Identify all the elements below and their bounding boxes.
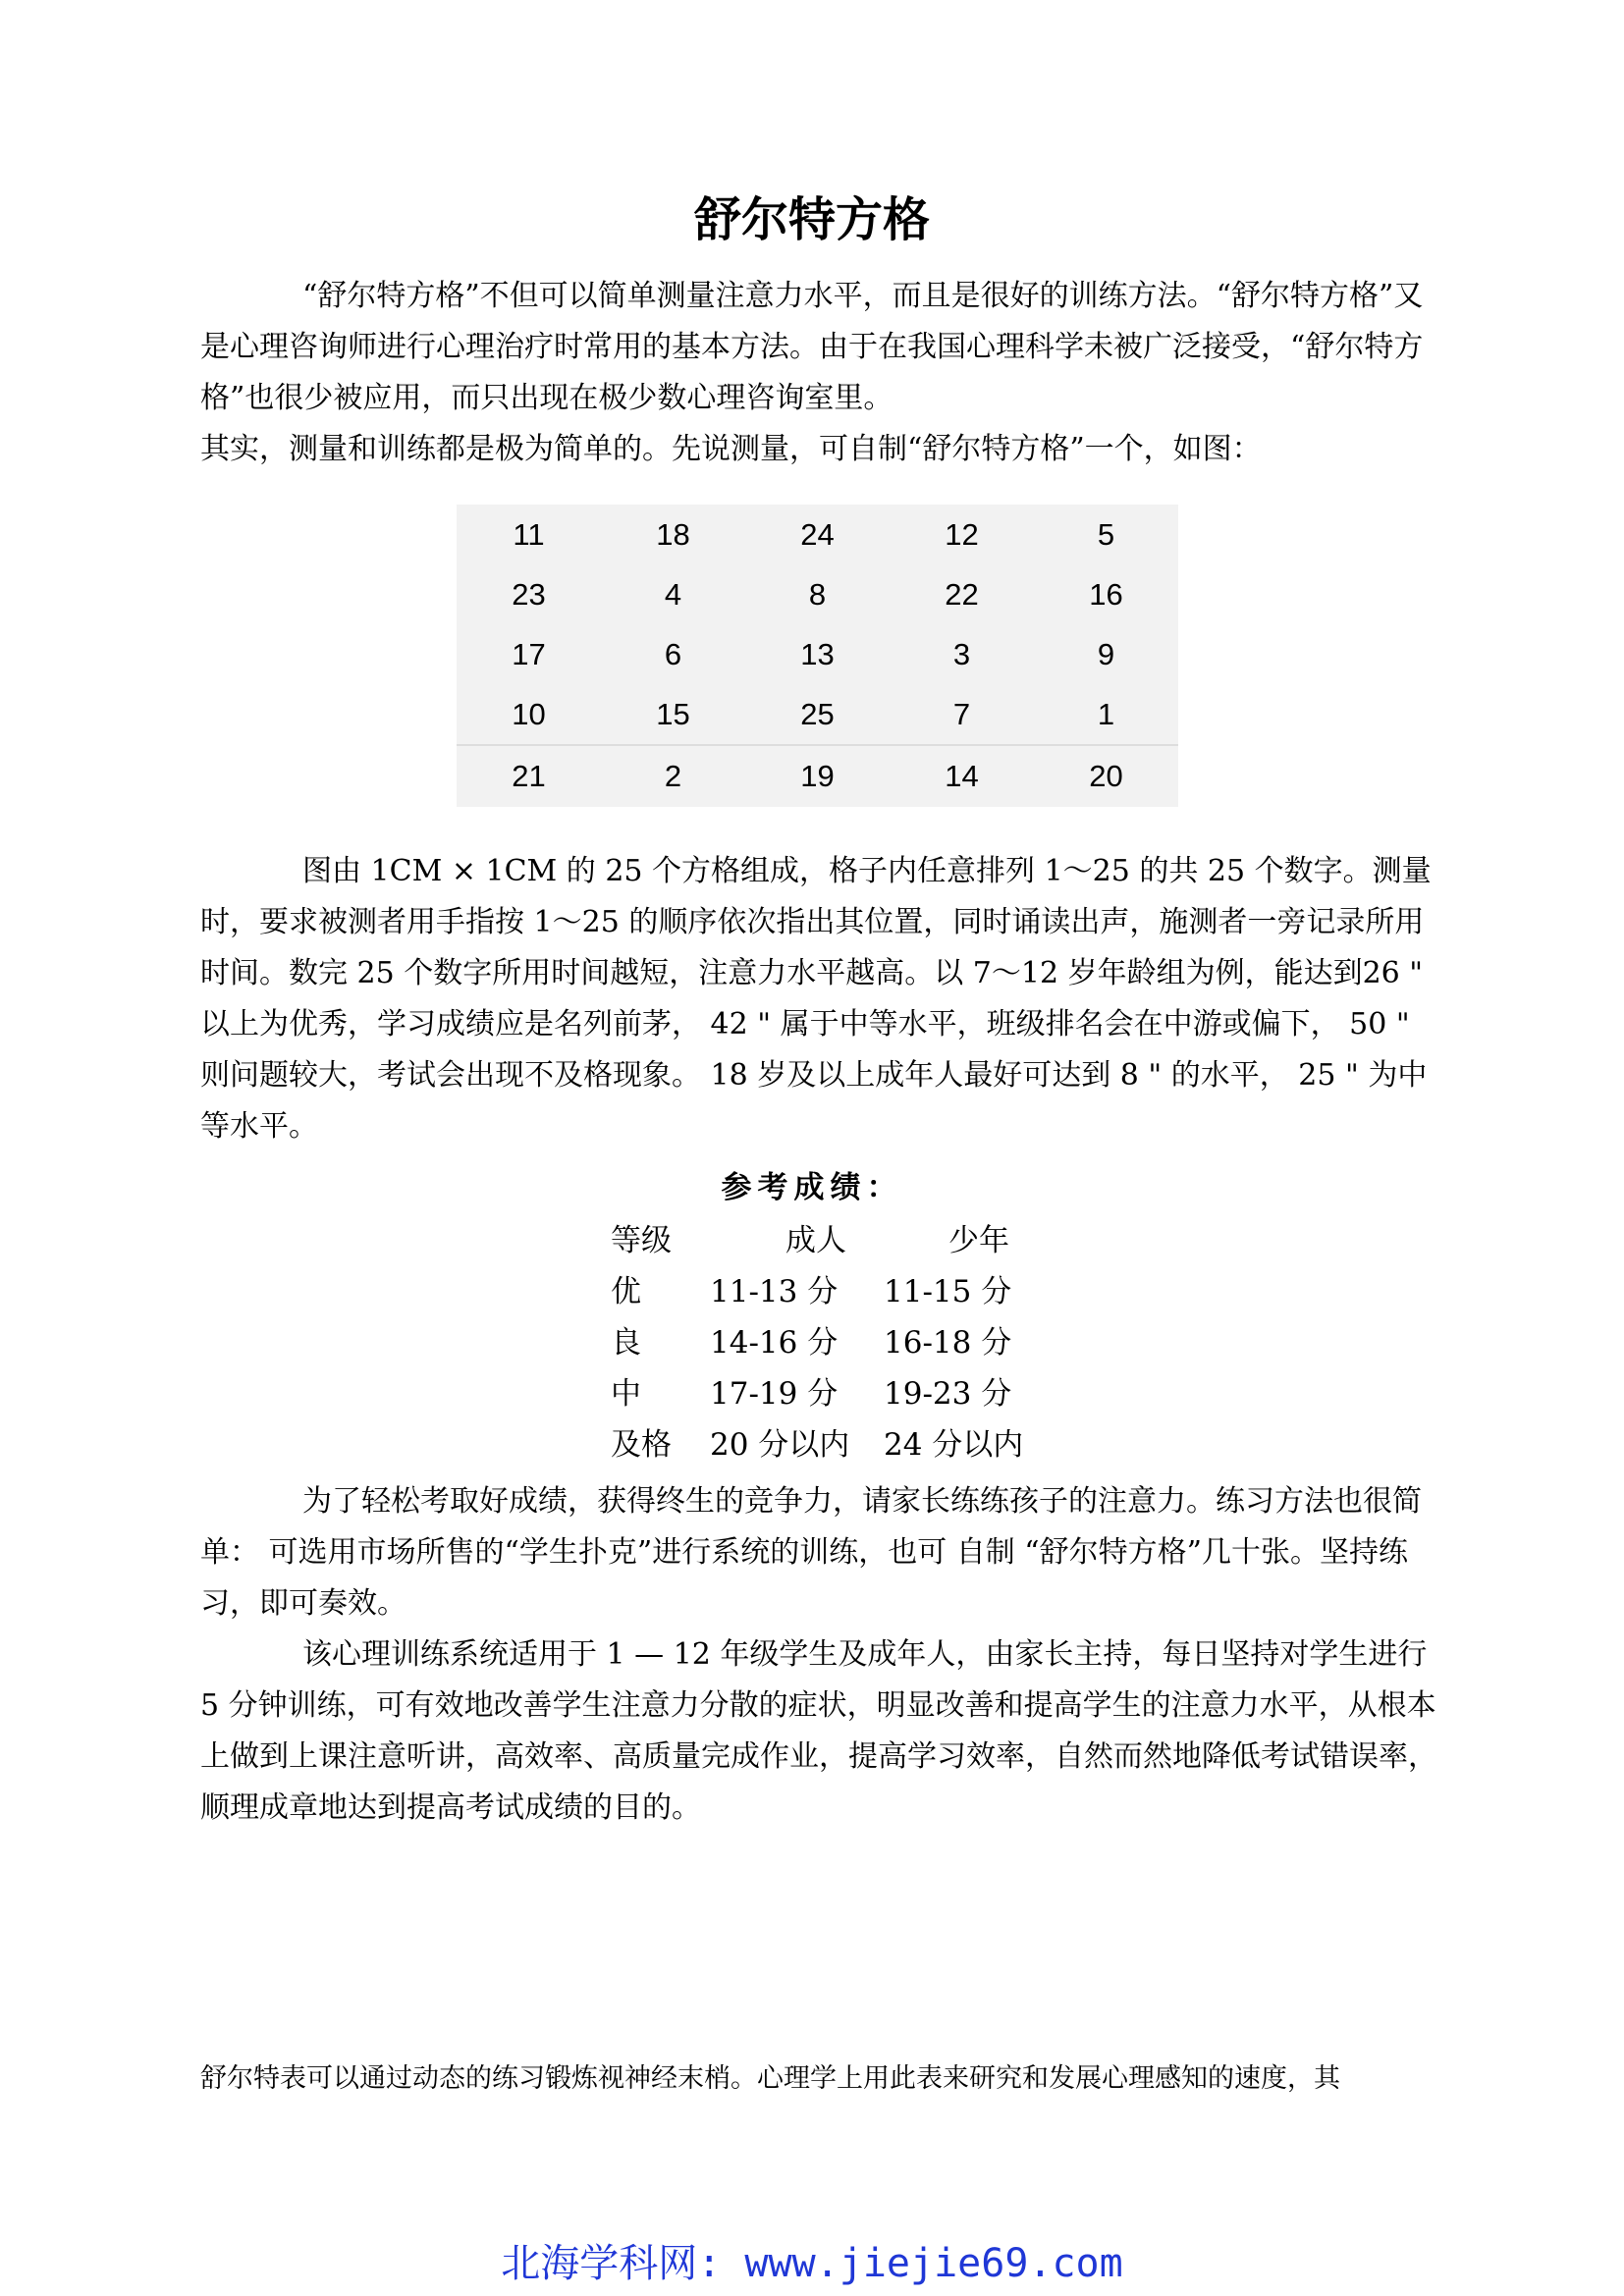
grid-cell: 24 (800, 516, 835, 552)
intro-section (200, 271, 1437, 475)
adult-score: 17-19 分 (710, 1376, 839, 1412)
grid-cell: 13 (800, 636, 835, 671)
grid-cell: 25 (800, 696, 835, 731)
grid-cell: 11 (513, 516, 545, 552)
reference-header: 等级 (611, 1223, 672, 1258)
grid-cell: 10 (512, 696, 546, 731)
reference-header: 成人 (785, 1223, 846, 1258)
practice-paragraph: 为了轻松考取好成绩，获得终生的竞争力，请家长练练孩子的注意力。练习方法也很简单： 可选用市场所售的“学生扑克”进行系统的训练，也可 自制 “舒尔特方格”几十张。坚持练习，即可奏效。 (200, 1484, 1422, 1621)
grid-cell: 16 (1089, 576, 1123, 612)
reference-row (0, 1419, 1624, 1470)
intro-paragraph-2: 其实，测量和训练都是极为简单的。先说测量，可自制“舒尔特方格”一个，如图： (200, 432, 1262, 466)
grade-label: 良 (611, 1325, 641, 1361)
explanation-paragraph: 图由 1CM × 1CM 的 25 个方格组成，格子内任意排列 1～25 的共 25 个数字。测量时，要求被测者用手指按 1～25 的顺序依次指出其位置，同时诵读出声，施测者一旁记录所用时间。数完 25 个数字所用时间越短，注意力水平越高。以 7～12 岁年龄组为例，能达到26 " 以上为优秀，学习成绩应是名列前茅， 42 " 属于中等水平，班级排名会在中游或偏下， 50 " 则问题较大，考试会出现不及格现象。 18 岁及以上成年人最好可达到 8 " 的水平， 25 " 为中等水平。 (200, 854, 1432, 1144)
practice-section (200, 1476, 1437, 1834)
youth-score: 19-23 分 (884, 1376, 1012, 1412)
adult-score: 14-16 分 (710, 1325, 839, 1361)
grid-cell: 22 (945, 576, 979, 612)
grade-label: 优 (611, 1274, 641, 1309)
reference-header: 少年 (948, 1223, 1009, 1258)
reference-header-row (0, 1215, 1624, 1266)
youth-score: 11-15 分 (884, 1274, 1012, 1309)
grid-row (457, 505, 1178, 564)
page-title: 舒尔特方格 (693, 192, 930, 247)
reference-row (0, 1317, 1624, 1368)
adult-score: 20 分以内 (710, 1427, 850, 1463)
grid-cell: 2 (601, 745, 745, 807)
adult-score: 11-13 分 (710, 1274, 839, 1309)
reference-row (0, 1266, 1624, 1317)
youth-score: 24 分以内 (884, 1427, 1024, 1463)
youth-score: 16-18 分 (884, 1325, 1012, 1361)
grid-cell: 12 (945, 516, 979, 552)
system-paragraph: 该心理训练系统适用于 1 — 12 年级学生及成年人，由家长主持，每日坚持对学生进行 5 分钟训练，可有效地改善学生注意力分散的症状，明显改善和提高学生的注意力水平，从根本上做到上课注意听讲，高效率、高质量完成作业，提高学习效率，自然而然地降低考试错误率，顺理成章地达到提高考试成绩的目的。 (200, 1637, 1437, 1825)
grid-row (457, 684, 1178, 745)
grid-row (457, 745, 1178, 807)
grid-cell: 1 (1097, 696, 1115, 731)
grid-cell: 18 (656, 516, 690, 552)
grid-row (457, 564, 1178, 624)
grid-cell: 14 (890, 745, 1034, 807)
reference-row (0, 1368, 1624, 1419)
grid-cell: 4 (664, 576, 682, 612)
bottom-note: 舒尔特表可以通过动态的练习锻炼视神经末梢。心理学上用此表来研究和发展心理感知的速度，其 (200, 2063, 1340, 2094)
grid-cell: 6 (664, 636, 682, 671)
grid-cell: 19 (745, 745, 890, 807)
intro-paragraph-1: “舒尔特方格”不但可以简单测量注意力水平，而且是很好的训练方法。“舒尔特方格”又是心理咨询师进行心理治疗时常用的基本方法。由于在我国心理科学未被广泛接受，“舒尔特方格”也很少被应用，而只出现在极少数心理咨询室里。 (200, 279, 1424, 415)
grid-cell: 7 (952, 696, 971, 731)
grid-cell: 17 (512, 636, 546, 671)
explanation-section (200, 846, 1437, 1152)
grid-cell: 23 (512, 576, 546, 612)
grid-cell: 5 (1097, 516, 1115, 552)
schulte-grid (457, 505, 1178, 807)
reference-title: 参考成绩： (721, 1170, 903, 1205)
grade-label: 及格 (611, 1427, 672, 1463)
grade-label: 中 (611, 1376, 641, 1412)
grid-cell: 21 (457, 745, 601, 807)
grid-cell: 9 (1097, 636, 1115, 671)
grid-cell: 15 (656, 696, 690, 731)
footer-watermark: 北海学科网: www.jiejie69.com (501, 2241, 1123, 2286)
grid-row (457, 624, 1178, 684)
grid-cell: 8 (808, 576, 827, 612)
grid-cell: 3 (952, 636, 971, 671)
grid-cell: 20 (1034, 745, 1178, 807)
